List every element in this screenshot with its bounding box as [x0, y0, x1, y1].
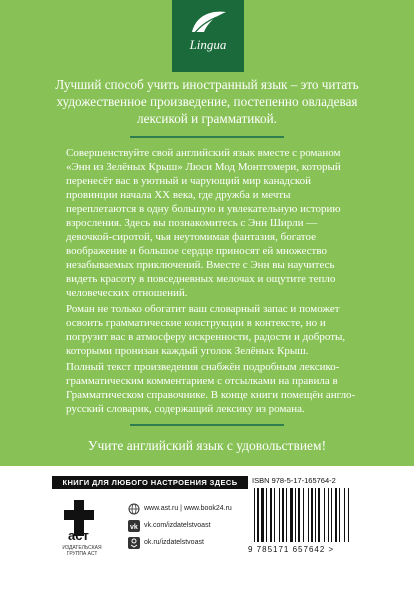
paragraph-contents: Полный текст произведения снабжён подробным лексико-грамматическим комментарием с отсылками на правила в Грамматическом справочнике. В конце книги помещён англо-русский словарик, содержащий лексику из романа. [66, 361, 356, 415]
footer [0, 466, 414, 600]
barcode-bar [295, 488, 296, 542]
ast-publisher-logo [60, 498, 106, 542]
barcode-bar [324, 488, 325, 542]
barcode-bar [270, 488, 272, 542]
leaf-icon [186, 8, 230, 36]
barcode-bar [279, 488, 280, 542]
vk-icon [128, 520, 140, 532]
ok-icon [128, 537, 140, 549]
link-vk[interactable] [128, 517, 232, 534]
barcode-bar [303, 488, 304, 542]
barcode-bar [282, 488, 284, 542]
divider-bottom [130, 424, 284, 426]
barcode-bar [348, 488, 349, 542]
link-ok-text: ok.ru/izdatelstvoast [144, 539, 204, 546]
barcode-number: 9 785171 657642 > [248, 545, 335, 554]
publisher-caption: ИЗДАТЕЛЬСКАЯ ГРУППА АСТ [62, 545, 102, 557]
barcode-bar [274, 488, 275, 542]
link-vk-text: vk.com/izdatelstvoast [144, 522, 211, 529]
brand-logo-text: Lingua [189, 37, 227, 52]
slogan: Учите английский язык с удовольствием! [87, 438, 327, 453]
publisher-links [128, 500, 232, 551]
barcode-bar [318, 488, 320, 542]
link-website[interactable] [128, 500, 232, 517]
barcode-bar [331, 488, 332, 542]
barcode-bar [286, 488, 287, 542]
lead-text: Лучший способ учить иностранный язык – это читать художественное произведение, постепенно овладевая лексикой и грамматикой. [55, 77, 359, 126]
barcode-bar [311, 488, 313, 542]
footer-band: КНИГИ ДЛЯ ЛЮБОГО НАСТРОЕНИЯ ЗДЕСЬ [52, 476, 248, 489]
barcode-bar [257, 488, 259, 542]
barcode-bar [266, 488, 267, 542]
paragraph-benefits: Роман не только обогатит ваш словарный запас и поможет освоить грамматические конструкции в контексте, но и погрузит вас в атмосферу искренности, радости и доброты, которыми пронизан каждый уголок Зелёных Крыш. [66, 303, 346, 357]
barcode-bar [254, 488, 255, 542]
barcode-bar [261, 488, 264, 542]
divider-top [130, 136, 284, 138]
isbn: ISBN 978-5-17-165764-2 [252, 476, 336, 485]
barcode-bar [335, 488, 337, 542]
link-website-text: www.ast.ru | www.book24.ru [144, 505, 232, 512]
ast-logo-text: аст [68, 528, 89, 542]
barcode-bar [308, 488, 309, 542]
barcode-bar [298, 488, 300, 542]
svg-text:vk: vk [130, 523, 138, 531]
barcode-bar [344, 488, 345, 542]
barcode-bar [328, 488, 329, 542]
barcode-bar [290, 488, 293, 542]
link-ok[interactable] [128, 534, 232, 551]
globe-icon [128, 503, 140, 515]
paragraph-intro: Совершенствуйте свой английский язык вместе с романом «Энн из Зелёных Крыш» Люси Мод Монтгомери, который перенесёт вас в уютный и чарующий мир канадской провинции начала XX века, где дружба и мечты переплетаются в одну большую и увлекательную историю взросления. Здесь вы познакомитесь с Энн Ширли — девочкой-сиротой, чья неутомимая фантазия, богатое воображение и большое сердце приносят ей множество незабываемых приключений. Вместе с Энн вы научитесь видеть красоту в повседневных мелочах и ощутите тепло человеческих отношений. [66, 147, 341, 299]
barcode [252, 488, 370, 544]
barcode-bar [315, 488, 316, 542]
barcode-bar [339, 488, 340, 542]
